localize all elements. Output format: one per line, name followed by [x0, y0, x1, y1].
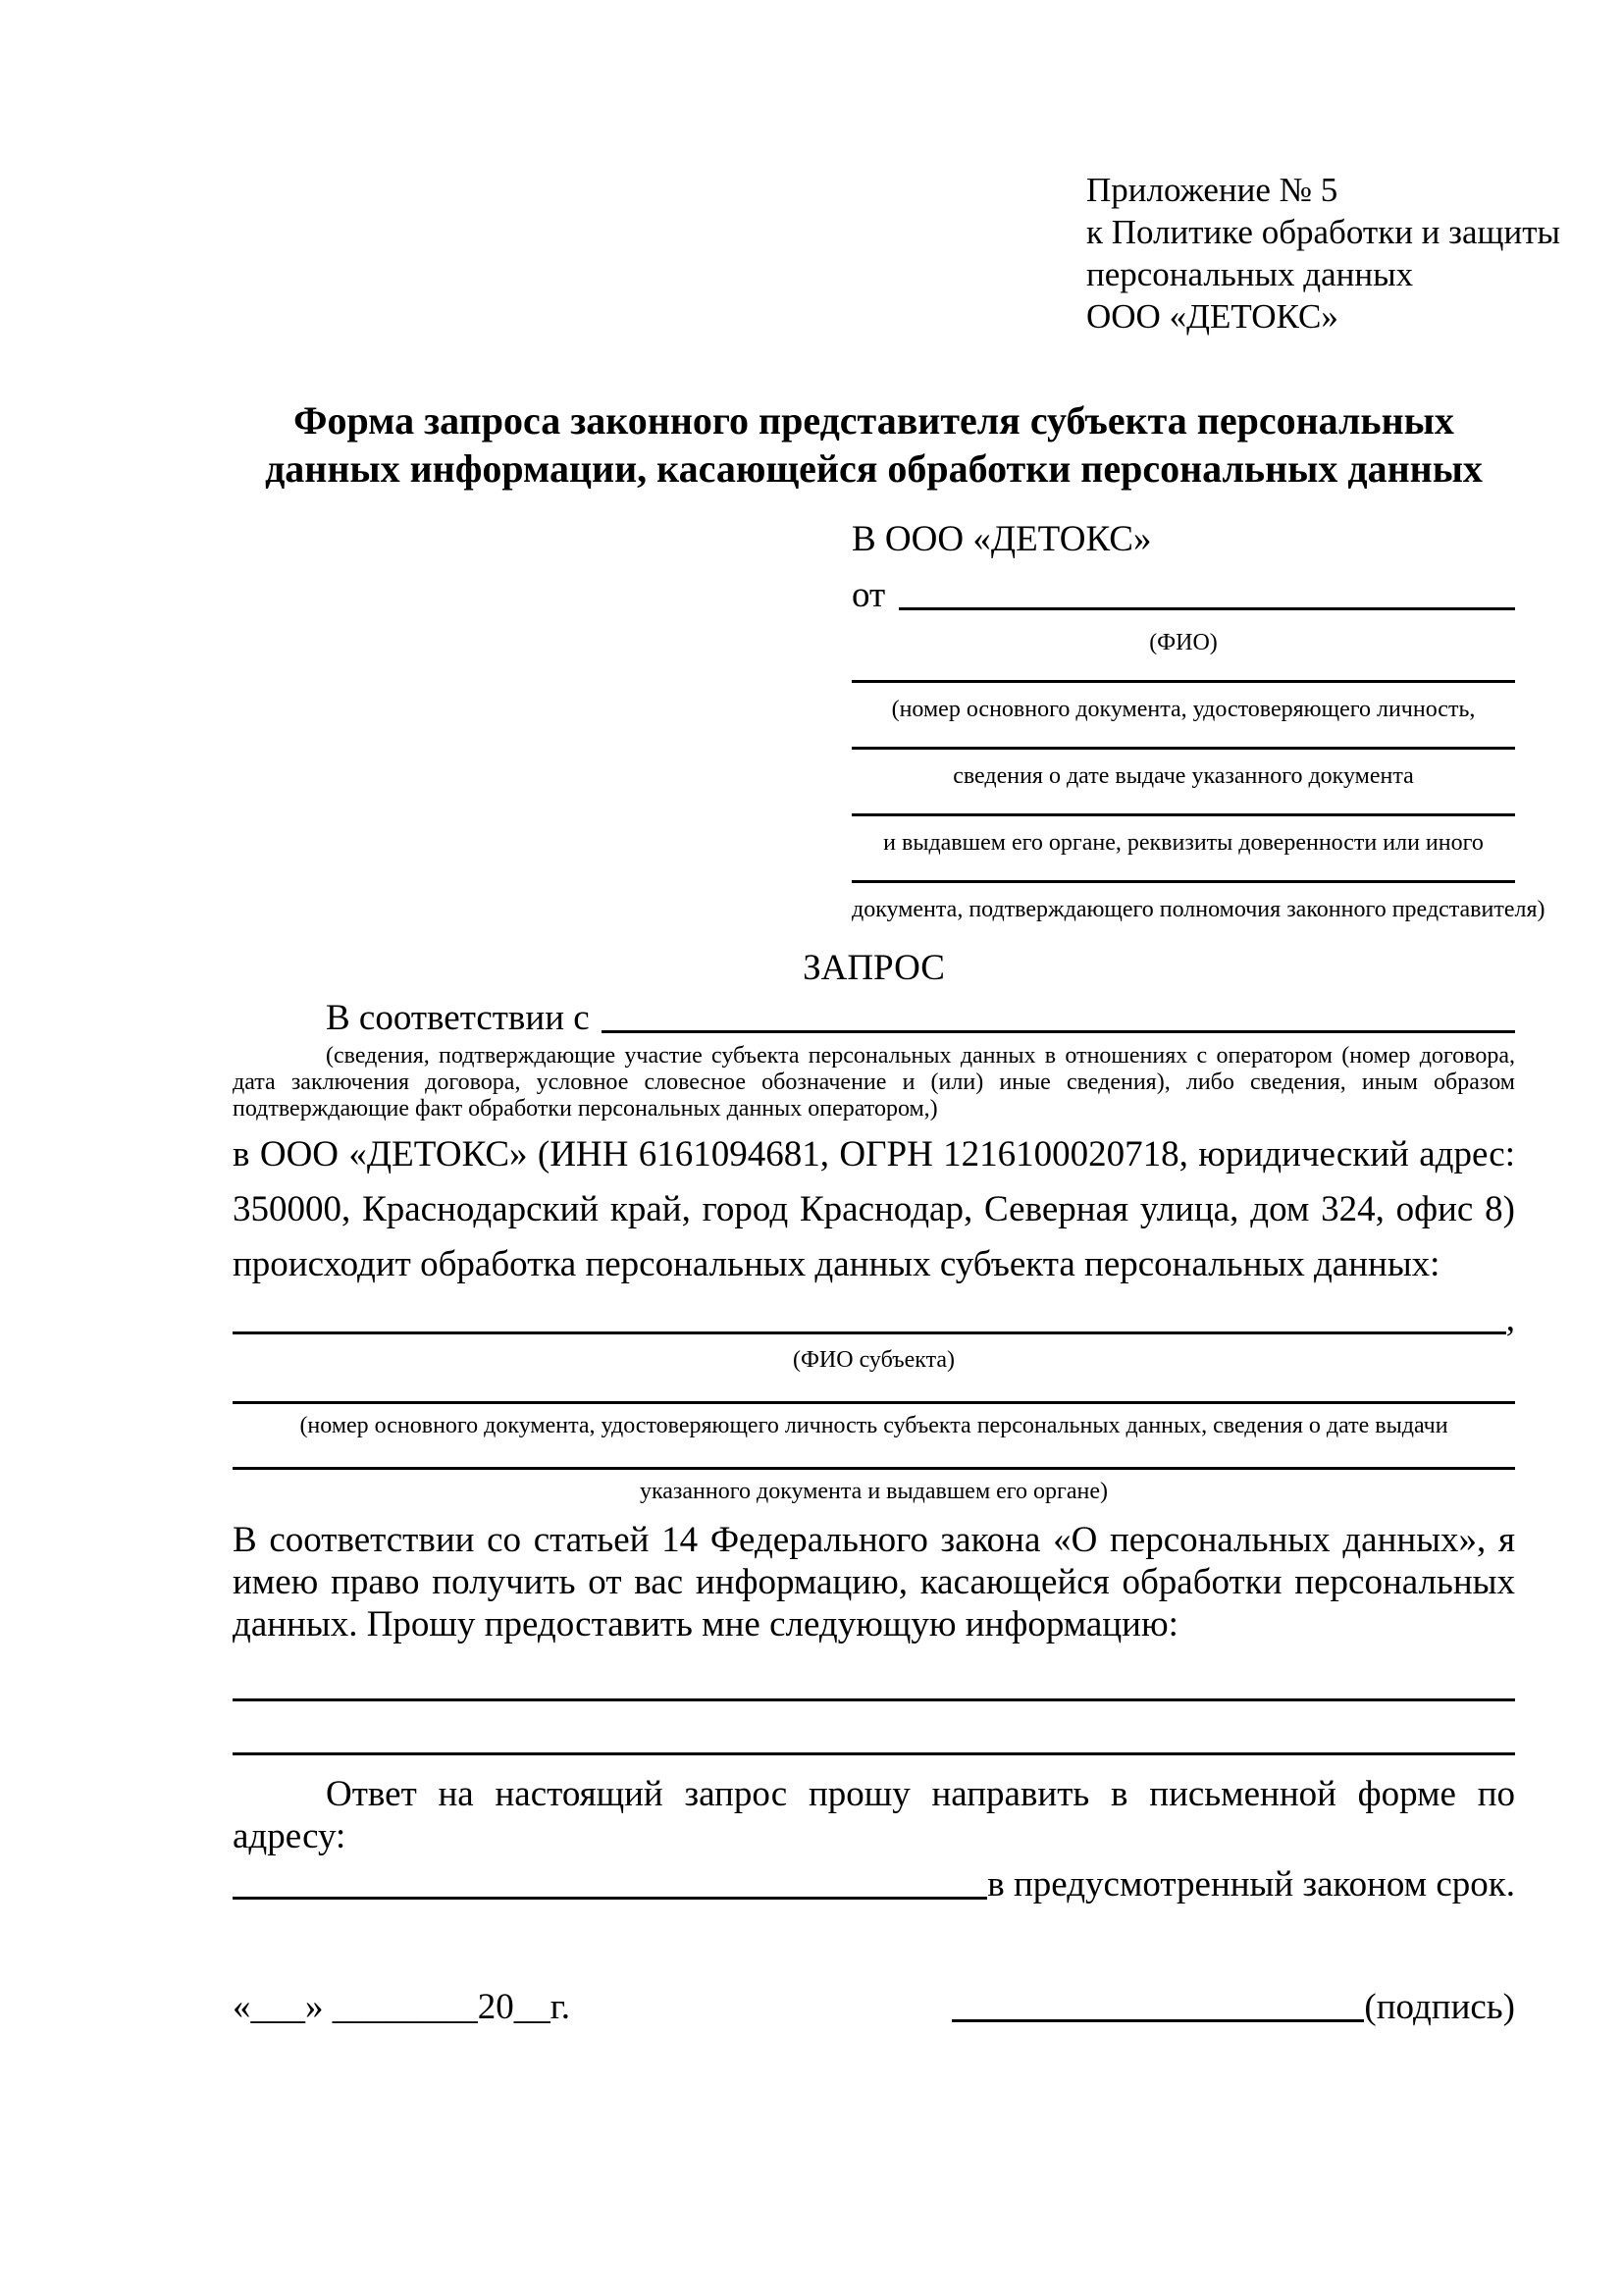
doc-powers-caption: документа, подтверждающего полномочия законного представителя) — [852, 897, 1545, 922]
signature-blank-line — [952, 2019, 1364, 2022]
information-blank-line-1 — [233, 1698, 1515, 1701]
law-paragraph: В соответствии со статьей 14 Федерального закона «О персональных данных», я имею право получить от вас информацию, касающейся обработки персональных данных. Прошу предоставить мне следующую информацию: — [233, 1520, 1515, 1644]
reply-address-row — [233, 1863, 1515, 1905]
reply-address-blank-line — [233, 1897, 987, 1900]
signature-caption: (подпись) — [1364, 1987, 1515, 2027]
representative-doc-field-4 — [852, 880, 1545, 923]
from-row — [852, 574, 1515, 616]
opening-row — [233, 997, 1515, 1039]
doc-issue-date-caption: сведения о дате выдаче указанного документа — [953, 763, 1414, 789]
doc-number-blank-line — [852, 680, 1515, 683]
subject-doc-caption-2: указанного документа и выдавшем его органе) — [639, 1479, 1109, 1504]
subject-fio-caption: (ФИО субъекта) — [792, 1347, 956, 1373]
appendix-policy-line: к Политике обработки и защиты — [1086, 213, 1561, 251]
subject-fio-suffix: , — [1505, 1299, 1515, 1339]
appendix-header — [1086, 169, 1561, 338]
fio-blank-line — [899, 607, 1515, 610]
representative-doc-field-1 — [852, 680, 1515, 723]
doc-number-caption: (номер основного документа, удостоверяющего личность, — [891, 697, 1476, 722]
subject-fio-row — [233, 1298, 1515, 1340]
doc-issue-date-blank-line — [852, 747, 1515, 750]
document-title: Форма запроса законного представителя субъекта персональных данных информации, касающейся обработки персональных данных — [265, 398, 1483, 491]
signature-group — [952, 1986, 1515, 2028]
information-blank-line-2 — [233, 1752, 1515, 1755]
request-heading: ЗАПРОС — [803, 948, 945, 988]
appendix-policy-line2: персональных данных — [1086, 255, 1414, 293]
representative-doc-field-3 — [852, 813, 1515, 857]
doc-powers-blank-line — [852, 880, 1515, 883]
representative-doc-field-2 — [852, 747, 1515, 790]
footer-row — [233, 1986, 1515, 2028]
reply-tail-text: в предусмотренный законом срок. — [987, 1864, 1515, 1905]
appendix-company: ООО «ДЕТОКС» — [1086, 297, 1338, 336]
fio-caption: (ФИО) — [1149, 630, 1218, 655]
subject-doc-field-2 — [233, 1467, 1515, 1505]
subject-doc-field-1 — [233, 1401, 1515, 1439]
relationship-blank-line — [602, 1030, 1515, 1033]
addressee-block — [852, 518, 1545, 923]
subject-doc-caption-1: (номер основного документа, удостоверяющего личность субъекта персональных данных, сведения о дате выдачи — [299, 1413, 1448, 1438]
date-blank: «___» ________20__г. — [233, 1987, 571, 2027]
subject-doc-blank-line-2 — [233, 1467, 1515, 1470]
from-label: от — [852, 575, 886, 615]
opening-label: В соответствии с — [326, 998, 590, 1038]
opening-caption: (сведения, подтверждающие участие субъекта персональных данных в отношениях с оператором (номер договора, дата заключения договора, условное словесное обозначение и (или) иные сведения), либо сведения, иным образом подтверждающие факт обработки персональных данных оператором,) — [233, 1043, 1515, 1122]
appendix-number: Приложение № 5 — [1086, 171, 1338, 209]
subject-fio-blank-line — [233, 1331, 1506, 1334]
doc-authority-blank-line — [852, 813, 1515, 816]
operator-paragraph: в ООО «ДЕТОКС» (ИНН 6161094681, ОГРН 1216100020718, юридический адрес: 350000, Краснодарский край, город Краснодар, Северная улица, дом 324, офис 8) происходит обработка персональных данных субъекта персональных данных: — [233, 1134, 1515, 1284]
doc-authority-caption: и выдавшем его органе, реквизиты доверенности или иного — [883, 830, 1484, 856]
reply-paragraph: Ответ на настоящий запрос прошу направить в письменной форме по адресу: — [233, 1774, 1515, 1856]
addressee-organization: В ООО «ДЕТОКС» — [852, 519, 1152, 559]
subject-doc-blank-line-1 — [233, 1401, 1515, 1404]
